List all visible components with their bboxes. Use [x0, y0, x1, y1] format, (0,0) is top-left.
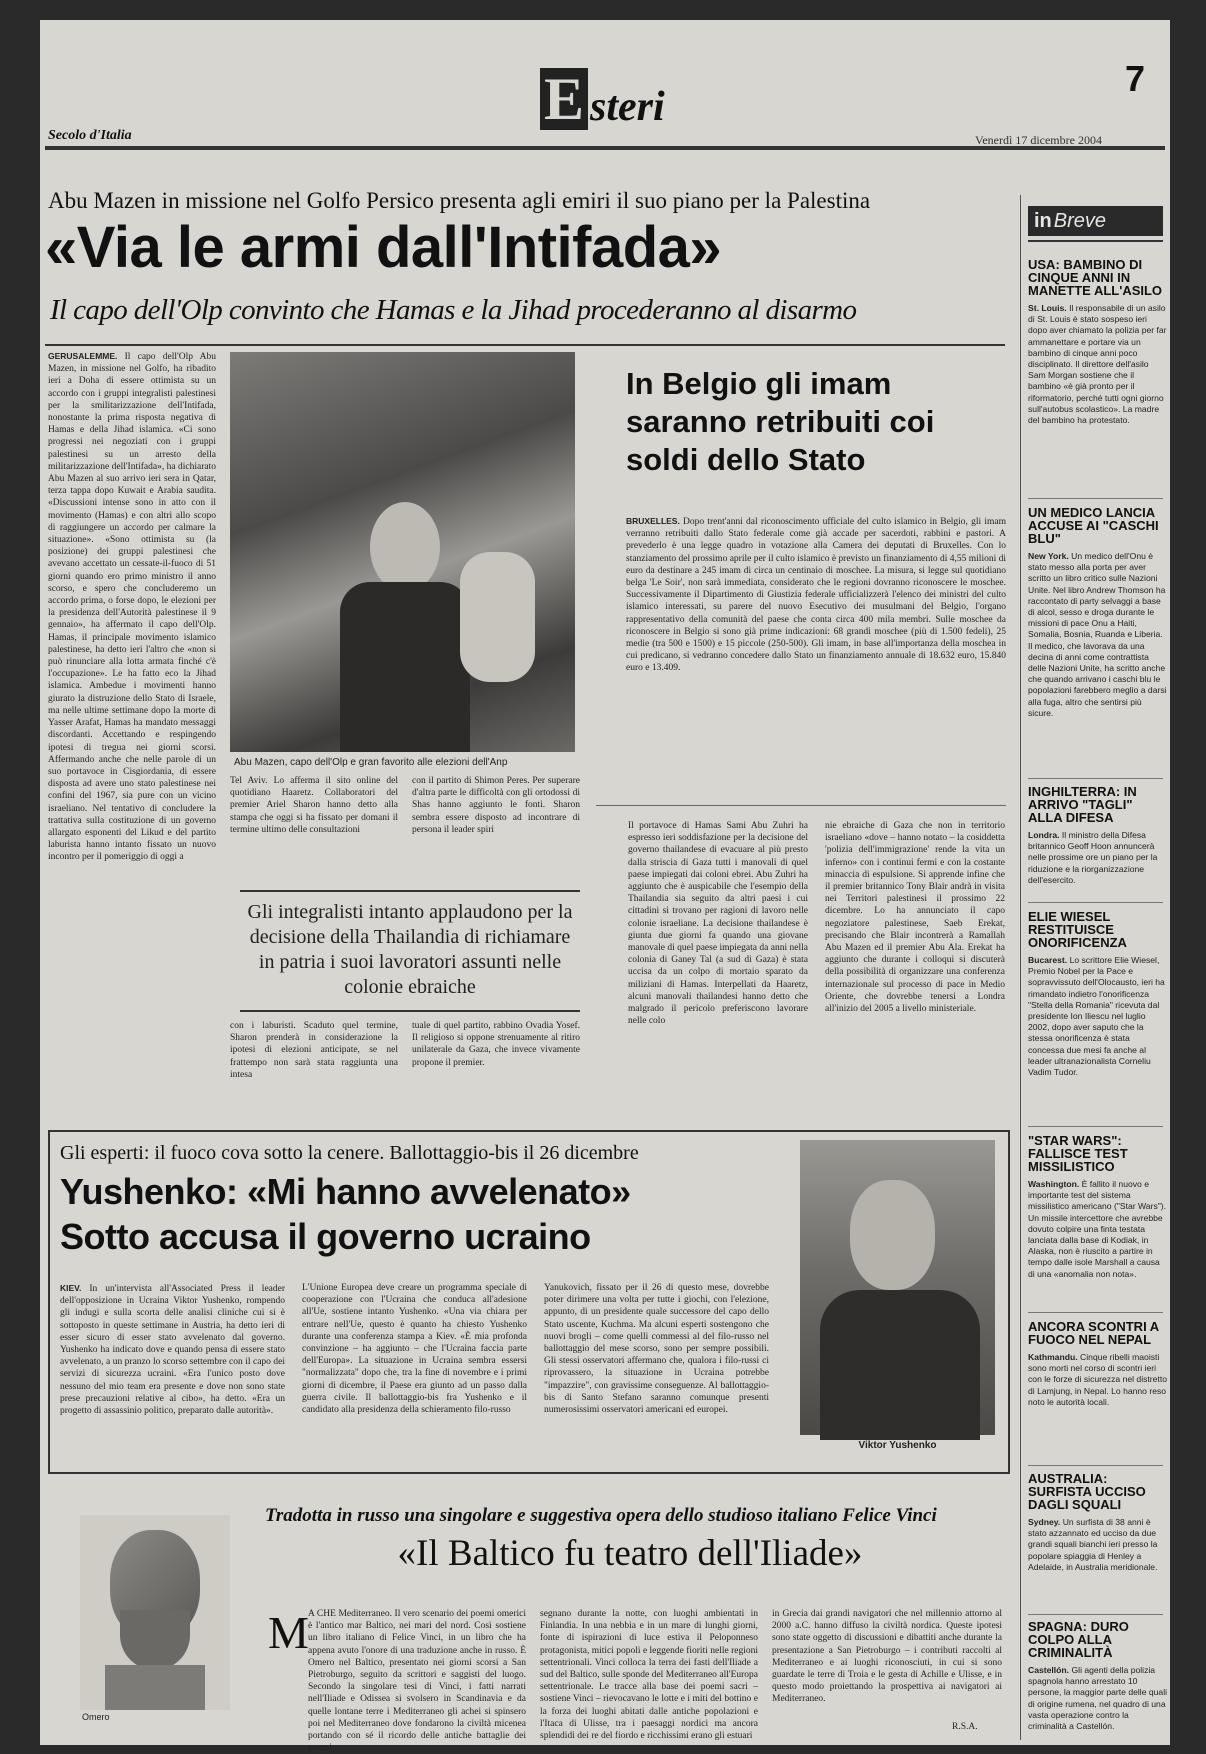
article4-col2-text: segnano durante la notte, con luoghi ambientati in Finlandia. In una nebbia e in un mare di lunghi giorni, fonte di ispirazioni di luce estiva il Peloponneso protagonista, mitici popoli e leggende fioriti nelle regioni settentrionali. Vinci colloca la terra dei fasti dell'Iliade a sud del Baltico, sulle sponde del Mediterraneo all'Europa settentrionale. Le tracce alla base dei poemi sacri – sostiene Vinci – rievocavano le lotte e i miti del bottino e la forza dei luoghi abitati dalle antiche popolazioni e l'Itaca di Ulisse, tra i paesaggi nordici ma ancora splendidi dei re del fiordo e ricchissimi erano gli estuari [540, 1609, 758, 1742]
section-rest: steri [590, 84, 665, 130]
section-initial: E [540, 68, 588, 130]
brief-sep-7 [1028, 1614, 1163, 1615]
article3-col3-text: Yanukovich, fissato per il 26 di questo mese, dovrebbe poter dirimere una volta per tutte i giochi, con l'elezione, appunto, di un presidente quale successore del capo dello Stato uscente, Kuchma. Ma alcuni esperti sostengono che nuovi brogli – come quelli commessi al del filo-russo nel ballottaggio del mese scorso, sono per sempre possibili. Gli stessi osservatori affermano che, qualora i filo-russi ci riprovassero, la situazione in Ucraina potrebbe "impazzire", con gravissime conseguenze. Al ballottaggio-bis di Santo Stefano saranno comunque presenti numerosissimi osservatori americani ed europei. [544, 1283, 769, 1416]
brief-7-headline: AUSTRALIA: SURFISTA UCCISO DAGLI SQUALI [1028, 1471, 1146, 1512]
brief-1-headline: USA: BAMBINO DI CINQUE ANNI IN MANETTE ALL'ASILO [1028, 257, 1163, 298]
article3-headline-2: Sotto accusa il governo ucraino [60, 1216, 591, 1257]
paper-name: Secolo d'Italia [48, 128, 132, 143]
yushenko-face [850, 1180, 935, 1290]
brief-5-headline: "STAR WARS": FALLISCE TEST MISSILISTICO [1028, 1133, 1128, 1174]
brief-6-text: Cinque ribelli maoisti sono morti nel corso di scontri ieri con le forze di sicurezza nel distretto di Lamjung, in Nepal. Lo hanno reso noto le autorità locali. [1028, 1352, 1167, 1407]
brief-2-text: Un medico dell'Onu è stato messo alla porta per aver scritto un libro critico sulle Nazioni Unite. Nel libro Andrew Thomson ha raccontato di party selvaggi a base di alcol, sesso e droga durante le missioni di pace Onu a Haiti, Somalia, Bosnia, Ruanda e Liberia. Il medico, che lavorava da una decina di anni come contrattista delle Nazioni Unite, ha scritto anche che quando arrivano i caschi blu le popolazioni farebbero meglio a darsi alla fuga, altro che sentirsi più sicure. [1028, 551, 1167, 718]
inbreve-title-a: in [1034, 209, 1052, 232]
article3-headline-1: Yushenko: «Mi hanno avvelenato» [60, 1171, 631, 1212]
brief-6 [1028, 1320, 1168, 1470]
brief-sep-3 [1028, 902, 1163, 903]
article1-dateline: GERUSALEMME. [48, 351, 118, 361]
brief-8 [1028, 1620, 1168, 1742]
article1-headline: «Via le armi dall'Intifada» [45, 215, 722, 280]
brief-sep-4 [1028, 1126, 1163, 1127]
brief-sep-6 [1028, 1465, 1163, 1466]
homer-bust [80, 1515, 230, 1710]
article3-col3 [544, 1282, 769, 1457]
pullquote-rule-bottom [240, 1010, 580, 1012]
brief-sep-1 [1028, 498, 1163, 499]
brief-1-place: St. Louis. [1028, 303, 1067, 313]
brief-sep-5 [1028, 1312, 1163, 1313]
article4-col1 [308, 1608, 526, 1754]
article1-photo [230, 352, 575, 752]
article1-col2b-text: con i laburisti. Scaduto quel termine, Sharon prenderà in considerazione la ipotesi di elezioni anticipate, se nel frattempo non sarà stata raggiunta una intesa [230, 1021, 398, 1080]
article1-pullquote: Gli integralisti intanto applaudono per la decisione della Thailandia di richiamare in patria i suoi lavoratori assunti nelle colonie ebraiche [247, 901, 573, 998]
photo-face [370, 502, 440, 592]
article4-col3 [772, 1608, 1002, 1718]
brief-2-place: New York. [1028, 551, 1069, 561]
article2-dateline: BRUXELLES. [626, 516, 680, 526]
brief-8-text: Gli agenti della polizia spagnola hanno arrestato 10 persone, la maggior parte delle quali di origine rumena, nel quadro di una vasta operazione contro la criminalità a Castellón. [1028, 1665, 1168, 1732]
brief-7-place: Sydney. [1028, 1517, 1061, 1527]
article4-caption: Omero [82, 1712, 110, 1722]
article1-col4 [628, 820, 808, 1095]
article2-headline: In Belgio gli imam saranno retribuiti coi soldi dello Stato [626, 366, 935, 477]
issue-date: Venerdì 17 dicembre 2004 [975, 133, 1102, 147]
brief-4-place: Bucarest. [1028, 955, 1068, 965]
article4-headline: «Il Baltico fu teatro dell'Iliade» [397, 1533, 863, 1574]
article1-col2-text: Tel Aviv. Lo afferma il sito online del quotidiano Haaretz. Collaboratori del premier Ariel Sharon hanno detto alla stampa che oggi si ha fissato per domani il termine ultimo delle consultazioni [230, 776, 398, 835]
article4-col3-text: in Grecia dai grandi navigatori che nel millennio attorno al 2000 a.C. hanno diffuso la civiltà nordica. Queste ipotesi sono state oggetto di discussioni e dibattiti anche durante la presentazione a San Pietroburgo – i contributi raccolti al Mediterraneo e ai luoghi riconosciuti, in cui si sono guardate le terre di Troia e le gesta di Achille e Ulisse, e in questo modo proiettando la prospettiva ai navigatori ai Mediterraneo. [772, 1609, 1002, 1705]
homer-beard [120, 1610, 190, 1670]
brief-2 [1028, 506, 1168, 776]
article1-col3-text: con il partito di Shimon Peres. Per superare d'altra parte le difficoltà con gli ortodossi di Shas hanno aggiunto le fonti. Sharon sembra essere disposto ad incontrare di persona il leader spiri [412, 776, 580, 835]
article3-col2 [302, 1282, 527, 1457]
article3-kicker: Gli esperti: il fuoco cova sotto la cenere. Ballottaggio-bis il 26 dicembre [60, 1142, 639, 1164]
article1-subhead: Il capo dell'Olp convinto che Hamas e la Jihad procederanno al disarmo [50, 294, 857, 326]
inbreve-box [1028, 206, 1163, 236]
article2-rule [596, 805, 1006, 806]
article1-col2 [230, 775, 398, 915]
inbreve-title-b: Breve [1053, 209, 1107, 232]
article1-kicker: Abu Mazen in missione nel Golfo Persico presenta agli emiri il suo piano per la Palestina [48, 188, 871, 213]
article4-col1-text: A CHE Mediterraneo. Il vero scenario dei poemi omerici è l'antico mar Baltico, nei mari del nord. Così sostiene un libro italiano di Felice Vinci, in un libro che ha appena avuto l'onore di una traduzione anche in russo. È Omero nel Baltico, presentato nei giorni scorsi a San Pietroburgo, seguito da scrittori e saggisti del luogo. Secondo la singolare tesi di Vinci, i fatti narrati nell'Iliade e Odissea si svolsero in Scandinavia e da quelle lontane terre i Mediterraneo gli achei si spinsero poi nel Mediterraneo dove fondarono la civiltà micenea portando con sé il ricordo delle antiche battaglie dei poemi [308, 1609, 526, 1754]
article3-col1-text: In un'intervista all'Associated Press il leader dell'opposizione in Ucraina Viktor Yushenko, rompendo gli indugi e sulla scorta delle analisi cliniche cui si è sottoposto in queste settimane in Austria, ha detto ieri di esser sicuro di esser stato avvelenato dal governo. Yushenko ha indicato dove e quando pensa di essere stato avvelenato, a un pranzo lo scorso settembre con il capo dei servizi di sicurezza ucraini. «Era l'unico posto dove nessuno del mio team era presente e dove non sono state prese precauzioni relative al cibo», ha detto. «Era un progetto di assassinio politico, preparato dalle autorità». [60, 1284, 286, 1417]
pullquote-rule-top [240, 890, 580, 892]
article3-dateline: KIEV. [60, 1283, 82, 1293]
brief-3-text: Il ministro della Difesa britannico Geoff Hoon annuncerà nelle prossime ore un piano per la riduzione e la riorganizzazione dell'esercito. [1028, 830, 1158, 885]
article2-body [626, 515, 1006, 765]
brief-7-text: Un surfista di 38 anni è stato azzannato ed ucciso da due grandi squali bianchi ieri presso la popolare spiaggia di Henley a Adelaide, in Australia meridionale. [1028, 1517, 1158, 1572]
newspaper-page [40, 20, 1170, 1754]
brief-3 [1028, 785, 1168, 895]
brief-6-headline: ANCORA SCONTRI A FUOCO NEL NEPAL [1028, 1319, 1159, 1347]
photo-hand [460, 552, 535, 682]
article4-kicker: Tradotta in russo una singolare e suggestiva opera dello studioso italiano Felice Vinci [265, 1505, 937, 1526]
article1-col3b [412, 1020, 580, 1095]
article1-col5 [825, 820, 1005, 1095]
article1-col2b [230, 1020, 398, 1095]
article1-caption: Abu Mazen, capo dell'Olp e gran favorito alle elezioni dell'Anp [234, 757, 508, 768]
homer-base [105, 1665, 205, 1710]
brief-3-headline: INGHILTERRA: IN ARRIVO "TAGLI" ALLA DIFESA [1028, 784, 1137, 825]
article1-col5-text: nie ebraiche di Gaza che non in territorio israeliano «dove – hanno notato – la cosiddetta 'polizia dell'immigrazione' rende la vita un inferno» con i continui fermi e con la costante minaccia di espulsione. Si apprende infine che il premier britannico Tony Blair andrà in visita nei Territori palestinesi il prossimo 22 dicembre. Lo ha annunciato il capo negoziatore palestinese, Saeb Erekat, precisando che Blair incontrerà a Ramallah Abu Mazen ed il premier Abu Ala. Erekat ha aggiunto che durante i colloqui si discuterà della possibilità di organizzare una conferenza internazionale sul processo di pace in Medio Oriente, che dovrebbe tenersi a Londra all'inizio del 2005 a livello ministeriale. [825, 821, 1005, 1015]
brief-8-place: Castellón. [1028, 1665, 1070, 1675]
brief-1-text: Il responsabile di un asilo di St. Louis è stato sospeso ieri dopo aver chiamato la polizia per far ammanettare e portare via un bambino di cinque anni poco disciplinato. Il direttore dell'asilo Sam Morgan sostiene che il bambino «è già pronto per il riformatorio, perché tutti ogni giorno sull'autobus scolastico». La madre del bambino ha protestato. [1028, 303, 1167, 426]
article1-rule [45, 344, 1005, 346]
article3-photo [800, 1140, 995, 1435]
yushenko-body [820, 1290, 980, 1440]
brief-2-headline: UN MEDICO LANCIA ACCUSE AI "CASCHI BLU" [1028, 505, 1159, 546]
sidebar-divider [1020, 195, 1021, 1740]
brief-5-text: È fallito il nuovo e importante test del sistema missilistico americano ("Star Wars"). Un missile intercettore che avrebbe dovuto colpire una finta testata lanciata dalla base di Kodiak, in Alaska, non è riuscito a partire in tempo dalle isole Marshall a causa di una «anomalia non nota». [1028, 1179, 1167, 1279]
brief-sep-2 [1028, 778, 1163, 779]
article4-signature: R.S.A. [952, 1722, 978, 1732]
brief-5 [1028, 1134, 1168, 1309]
article1-col1 [48, 350, 216, 1040]
brief-6-place: Kathmandu. [1028, 1352, 1078, 1362]
brief-7 [1028, 1472, 1168, 1612]
page-number: 7 [1125, 58, 1146, 99]
article4-col2 [540, 1608, 758, 1742]
brief-3-place: Londra. [1028, 830, 1060, 840]
inbreve-rule [1028, 240, 1163, 242]
article3-col1 [60, 1282, 285, 1457]
section-title [540, 60, 665, 130]
article1-col1-text: Il capo dell'Olp Abu Mazen, in missione nel Golfo, ha ribadito ieri a Doha di essere ottimista su un accordo con i gruppi integralisti palestinesi per la smilitarizzazione dell'Intifada, nonostante la prima risposta negativa di Hamas e della Jihad islamica. «Ci sono progressi nei negoziati con i gruppi palestinesi su un arresto della militarizzazione dell'Intifada», ha dichiarato Abu Mazen al suo arrivo ieri sera in Qatar, terza tappa dopo Kuwait e Arabia saudita. «Discussioni intense sono in atto con il movimento (Hamas) e con altri allo scopo di raggiungere un accordo per calmare la situazione». «Sono ottimista su (la posizione) dei gruppi palestinesi che avevano accettato un cessate-il-fuoco di 51 giorni quando ero primo ministro il anno scorso, e spero che concluderemo un accordo prima, o forse dopo, le elezioni per la presidenza dell'Autorità palestinese il 9 gennaio», ha affermato il capo dell'Olp. Hamas, il principale movimento islamico palestinese, ha detto ieri l'altro che «non si può rinunciare alla lotta armata finché c'è l'occupazione». Le ha fatto eco la Jihad islamica. Ambedue i movimenti hanno giurato la distruzione dello Stato di Israele, ma nelle ultime settimane dopo la morte di Yasser Arafat, Hamas ha mandato messaggi discordanti. Accettando e respingendo ipotesi di tregua nei giorni scorsi. Affermando anche che nelle parole di un suo portavoce in Cisgiordania, di essere disposta ad avere uno stato palestinese nei confini del 1967, sia pure con un vicino israeliano. Nel tentativo di concludere la trattativa sulla costituzione di un governo allargato esponenti del Likud e del partito laburista hanno intanto fissato un nuovo incontro per il pomeriggio di oggi a [48, 352, 217, 863]
photo-figure [340, 582, 470, 752]
brief-5-place: Washington. [1028, 1179, 1080, 1189]
brief-8-headline: SPAGNA: DURO COLPO ALLA CRIMINALITÀ [1028, 1619, 1129, 1660]
article1-col3b-text: tuale di quel partito, rabbino Ovadia Yosef. Il religioso si oppone strenuamente al ritiro unilaterale da Gaza, che invece vivamente propone il premier. [412, 1021, 580, 1068]
brief-4 [1028, 910, 1168, 1125]
article3-caption: Viktor Yushenko [858, 1440, 937, 1451]
brief-1 [1028, 258, 1168, 498]
article1-col3 [412, 775, 580, 915]
article4-dropcap: M [268, 1607, 309, 1658]
article3-col2-text: L'Unione Europea deve creare un programma speciale di cooperazione con l'Ucraina che conduca all'adesione all'Ue, sostiene intanto Yushenko. «Una via chiara per entrare nell'Ue, questo è quanto ha chiesto Yushenko durante una conferenza stampa a Kiev. «È mia profonda convinzione – ha aggiunto – che l'Ucraina faccia parte dell'Europa». La situazione in Ucraina sembra essersi "normalizzata" dopo che, tra la fine di novembre e i primi giorni di dicembre, il Paese era giunto ad un passo dalla guerra civile. Il ballottaggio-bis fra Yushenko e il candidato alla presidenza della schieramento filo-russo [302, 1283, 527, 1416]
brief-4-headline: ELIE WIESEL RESTITUISCE ONORIFICENZA [1028, 909, 1127, 950]
article1-col4-text: Il portavoce di Hamas Sami Abu Zuhri ha espresso ieri soddisfazione per la decisione del governo thailandese di evacuare al più presto dalla striscia di Gaza tutti i manovali di quel paese impiegati dai coloni ebrei. Abu Zuhri ha aggiunto che è auspicabile che l'esempio della Thailandia sia seguito da altri paesi i cui cittadini si trovano per ragioni di lavoro nelle colonie israeliane. La decisione thailandese è giunta due giorni fa quando una giovane manovale di quel paese impiegata da anni nella colonia di Ganey Tal (a sud di Gaza) è stata uccisa da un colpo di mortaio sparato da miliziani di Hamas. Interpellati da Haaretz, alcuni manovali thailandesi hanno detto che malgrado il pericolo preferiscono lavorare nelle colo [628, 821, 808, 1027]
brief-4-text: Lo scrittore Elie Wiesel, Premio Nobel per la Pace e sopravvissuto dell'Olocausto, ieri ha rimandato indietro l'onorificenza "Stella della Romania" ricevuta dal presidente Ion Iliescu nel luglio 2002, dopo aver saputo che la stessa onorificenza è stata concessa due mesi fa anche al leader ultranazionalista Corneliu Vadim Tudor. [1028, 955, 1165, 1078]
article2-text: Dopo trent'anni dal riconoscimento ufficiale del culto islamico in Belgio, gli imam verranno retribuiti dallo Stato federale come già accade per sacerdoti, rabbini e pastori. A prevederlo è una legge quadro in votazione alla Camera dei deputati di Bruxelles. Con lo stanziamento del prossimo aprile per il culto islamico è previsto un finanziamento di 4,55 milioni di euro da destinare a 245 imam di circa un centinaio di moschee. La misura, si legge sul quotidiano belga 'Le Soir', non sarà immediata, considerato che le regioni dovranno riconoscere le moschee. Successivamente il Dipartimento di Giustizia federale ufficializzerà l'elenco dei ministri del culto islamico interessati, su parere del nuovo Esecutivo dei musulmani del Belgio, l'organo rappresentativo della comunità del paese che conta circa 400 mila membri. Sulle moschee da riconoscere in Belgio si sono già prime indicazioni: 68 grandi moschee (più di 1.500 fedeli), 25 medie (tra 500 e 1500) e 15 piccole (250-500). Gli imam, in base all'importanza della moschea in cui predicano, si vedranno concedere dallo Stato un finanziamento annuale di 18.632 euro, 15.840 euro e 13.409. [626, 517, 1006, 674]
